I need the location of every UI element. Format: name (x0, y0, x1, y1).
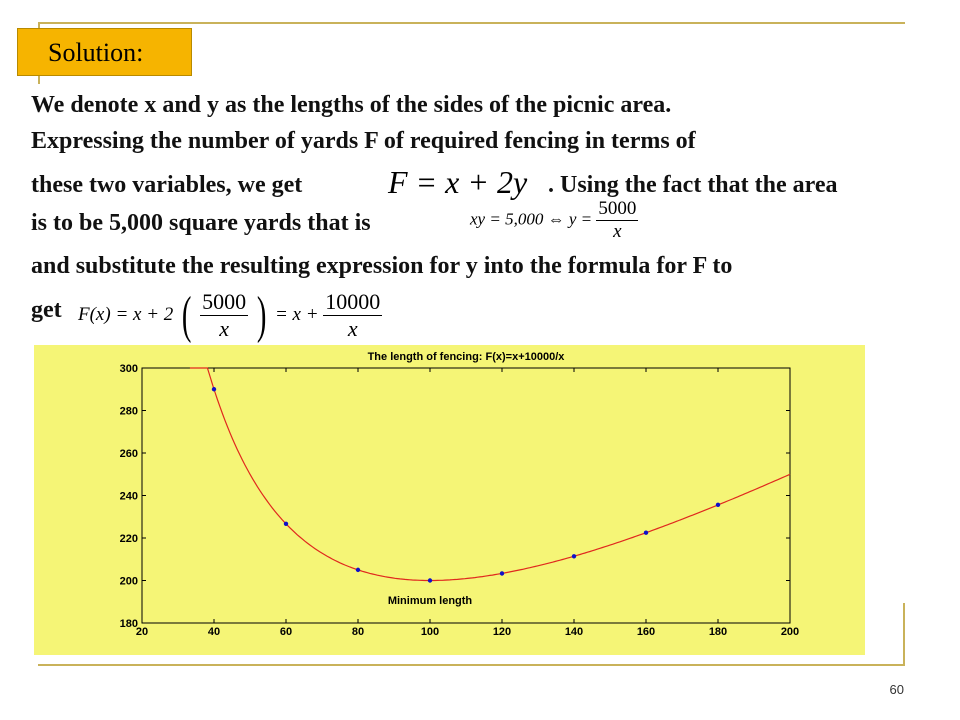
x-tick-label: 20 (135, 626, 149, 638)
formula-substituted-denominator-1: x (219, 316, 229, 341)
right-frame-line (903, 603, 905, 665)
formula-substituted-left: F(x) = x + 2 (78, 303, 174, 325)
data-point (500, 571, 504, 575)
formula-area-numerator: 5000 (598, 198, 637, 219)
page-number: 60 (889, 682, 904, 697)
formula-substituted-fraction-2 (323, 289, 382, 342)
chart-title: The length of fencing: F(x)=x+10000/x (367, 351, 565, 363)
data-point (212, 387, 216, 391)
fencing-chart (34, 345, 865, 655)
x-tick-label: 100 (420, 626, 440, 638)
y-tick-label: 260 (119, 448, 138, 460)
formula-substituted-fraction-1 (200, 289, 248, 342)
text-line-4: is to be 5,000 square yards that is (31, 210, 371, 236)
formula-fencing-right: = x + 2y (407, 164, 528, 200)
data-point (644, 530, 648, 534)
y-tick-label: 280 (119, 405, 138, 418)
formula-area-left: xy = 5,000 ⇔ y = (470, 209, 593, 229)
formula-area-fraction (596, 198, 638, 243)
plot-frame (142, 368, 790, 623)
y-tick-label: 240 (119, 490, 138, 503)
formula-fencing (388, 164, 527, 201)
formula-substituted-numerator-1: 5000 (202, 289, 247, 314)
y-tick-label: 200 (119, 575, 138, 588)
x-tick-label: 120 (492, 626, 512, 638)
formula-substituted-middle: = x + (274, 303, 319, 325)
formula-area-denominator: x (613, 221, 622, 242)
close-paren: ) (256, 287, 267, 344)
solution-heading: Solution: (17, 28, 192, 76)
data-point (572, 554, 576, 558)
open-paren: ( (181, 287, 192, 344)
formula-substituted-denominator-2: x (347, 316, 358, 341)
top-frame-line (38, 22, 905, 24)
text-line-3b: . Using the fact that the area (548, 172, 838, 198)
data-point (284, 522, 288, 526)
bottom-frame-line (38, 664, 905, 666)
y-tick-label: 220 (119, 533, 138, 545)
formula-substituted-numerator-2: 10000 (325, 289, 381, 314)
x-tick-label: 60 (279, 626, 293, 638)
x-tick-label: 160 (636, 626, 656, 638)
data-point (428, 578, 432, 582)
text-line-5: and substitute the resulting expression for y into the formula for F to (31, 253, 733, 279)
formula-substituted (78, 286, 382, 345)
text-line-6: get (31, 297, 62, 323)
x-tick-label: 80 (351, 626, 365, 638)
y-tick-label: 300 (119, 363, 138, 375)
text-line-1: We denote x and y as the lengths of the sides of the picnic area. (31, 92, 672, 118)
data-point (716, 503, 720, 507)
formula-area (470, 198, 638, 243)
x-tick-label: 140 (564, 626, 584, 638)
data-point (356, 568, 360, 572)
formula-fencing-left: F (388, 164, 408, 200)
x-tick-label: 40 (207, 626, 221, 638)
fencing-chart-svg (34, 345, 865, 655)
text-line-3a: these two variables, we get (31, 172, 303, 198)
minimum-length-annotation: Minimum length (387, 594, 473, 607)
x-tick-label: 200 (780, 626, 800, 638)
text-line-2: Expressing the number of yards F of required fencing in terms of (31, 128, 696, 154)
x-tick-label: 180 (708, 626, 728, 638)
y-tick-label: 180 (119, 618, 138, 630)
